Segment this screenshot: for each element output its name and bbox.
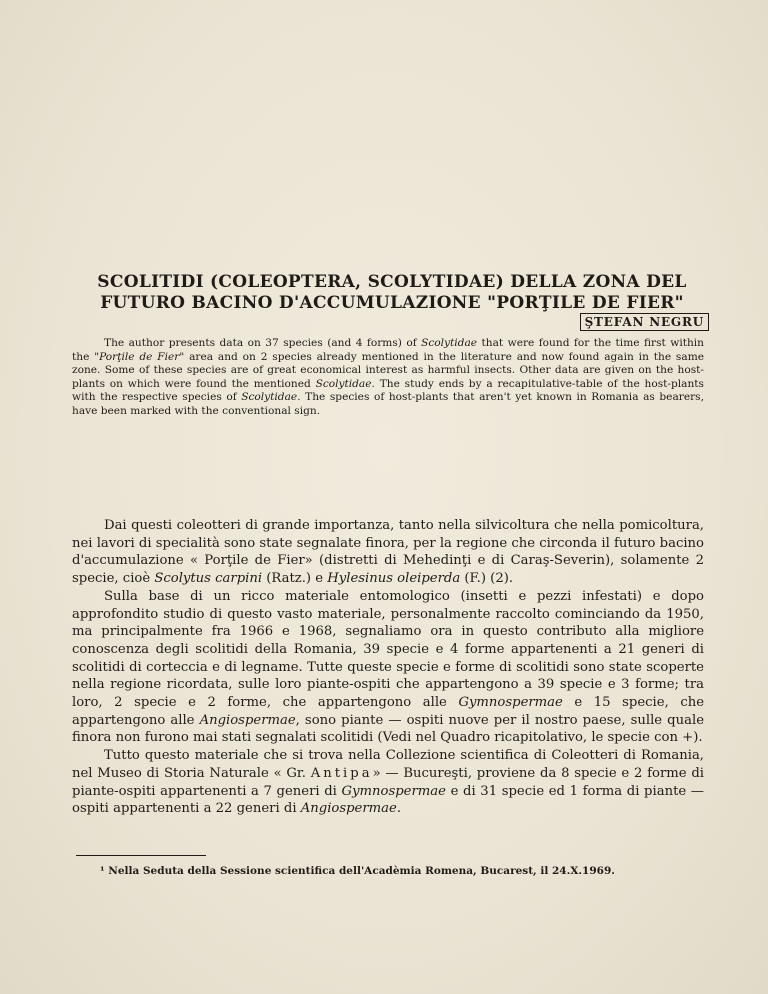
- taxon-name: Angiospermae: [300, 801, 397, 817]
- paragraph-2: [72, 588, 704, 747]
- author-name: ŞTEFAN NEGRU: [580, 313, 709, 331]
- text-run: (Ratz.) e: [262, 571, 328, 587]
- species-name: Hylesinus oleiperda: [327, 571, 461, 587]
- text-run: Sulla base di un ricco materiale entomologico (insetti e pezzi infestati) e dopo approfondito studio di questo vasto materiale, personalmente raccolto cominciando da 1950, ma principalmente fra 1966 e 1968, segnaliamo ora in questo contributo alla migliore conoscenza degli scolitidi della Romania, 39 specie e 4 forme appartenenti a 21 generi di scolitidi di corteccia e di legname. Tutte queste specie e forme di scolitidi sono state scoperte nella regione ricordata, sulle loro piante-ospiti che appartengono a 39 specie e 3 forme; tra loro, 2 specie e 2 forme, che appartengono alle: [72, 588, 704, 711]
- text-run: e di 31 specie ed 1 forma di piante — ospiti appartenenti a 22 generi di: [72, 783, 704, 817]
- text-run: .: [396, 801, 402, 817]
- paragraph-1: [72, 517, 704, 588]
- abstract: The author presents data on 37 species (and 4 forms) of Scolytidae that were found for the time first within the "Porţile de Fier" area and on 2 species already mentioned in the literature and now found again in the same zone. Some of these species are of great economical interest as harmful insects. Other data are given on the host-plants on which were found the mentioned Scolytidae. The study ends by a recapitulative-table of the host-plants with the respective species of Scolytidae. The species of host-plants that aren't yet known in Romania as bearers, have been marked with the conventional sign.: [72, 337, 705, 417]
- text-run: Dai questi coleotteri di grande importanza, tanto nella silvicoltura che nella pomicoltura, nei lavori di specialità sono state segnalate finora, per la regione che circonda il futuro bacino d'accumulazione « Porţile de Fier» (distretti di Mehedinţi e di Caraş-Severin), solamente 2 specie, cioè: [72, 518, 704, 587]
- footnote: ¹ Nella Seduta della Sessione scientifica dell'Acadèmia Romena, Bucarest, il 24.X.1969.: [100, 865, 615, 877]
- paragraph-3: [72, 747, 704, 818]
- taxon-name: Angiospermae: [199, 712, 296, 728]
- text-run: e 15 specie, che appartengono alle: [72, 695, 705, 728]
- text-run: » — Bucureşti, proviene da 8 specie e 2 forme di piante-ospiti appartenenti a 7 generi di: [72, 765, 704, 799]
- body-text: [72, 517, 704, 818]
- species-name: Scolytus carpini: [154, 571, 263, 587]
- taxon-name: Gymnospermae: [458, 695, 563, 711]
- text-run: (F.) (2).: [460, 571, 514, 587]
- taxon-name: Gymnospermae: [341, 783, 446, 799]
- museum-name: Antipa: [310, 765, 373, 781]
- text-run: Tutto questo materiale che si trova nella Collezione scientifica di Coleotteri di Romania, nel Museo di Storia Naturale « Gr.: [72, 748, 704, 781]
- text-run: , sono piante — ospiti nuove per il nostro paese, sulle quale finora non furono mai stati segnalati scolitidi (Vedi nel Quadro ricapitolativo, le specie con +).: [72, 712, 704, 746]
- footnote-divider: [76, 855, 206, 856]
- paper-title: SCOLITIDI (COLEOPTERA, SCOLYTIDAE) DELLA ZONA DEL FUTURO BACINO D'ACCUMULAZIONE "PORŢILE DE FIER": [97, 272, 687, 313]
